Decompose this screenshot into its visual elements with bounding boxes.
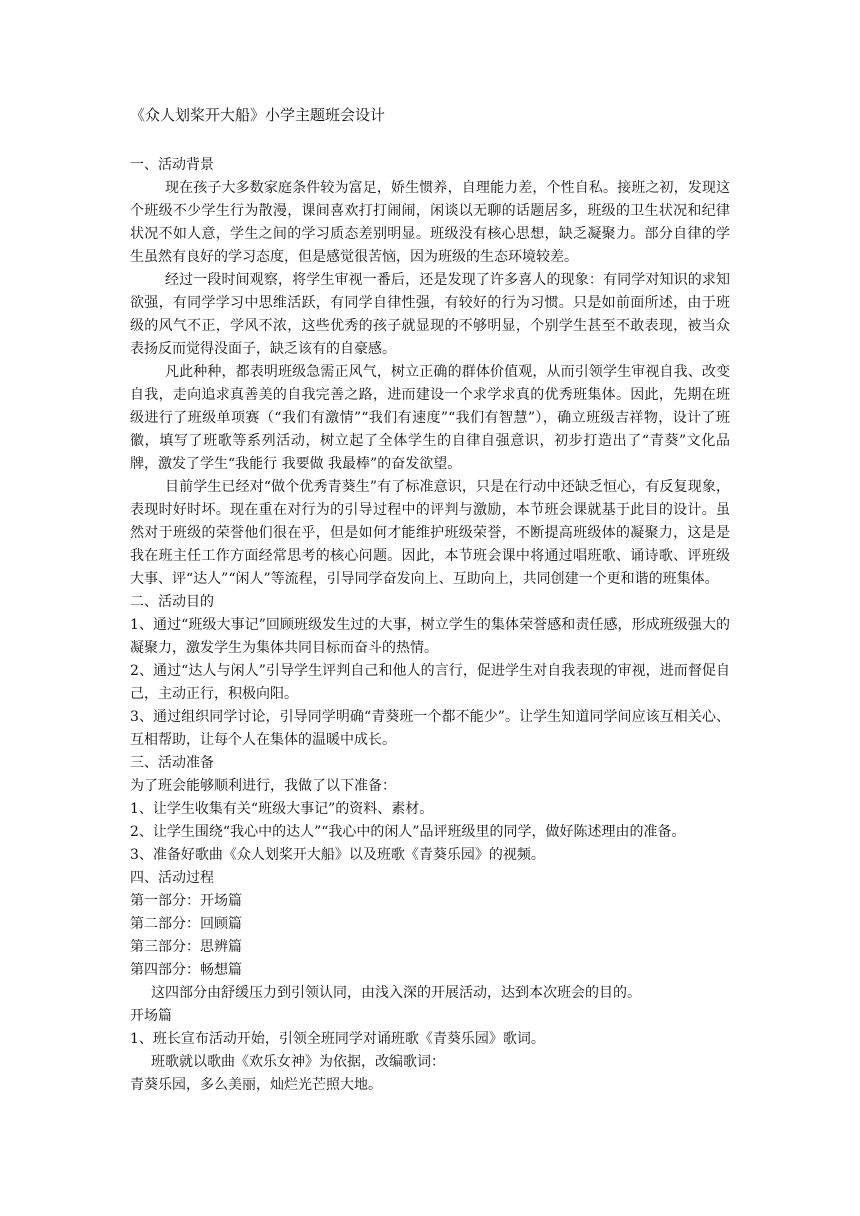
paragraph: 班歌就以歌曲《欢乐女神》为依据，改编歌词： [151,1054,445,1070]
section-heading-preparation: 三、活动准备 [130,755,214,771]
list-item: 1、通过“班级大事记”回顾班级发生过的大事，树立学生的集体荣誉感和责任感，形成班级强大的凝聚力，激发学生为集体共同目标而奋斗的热情。 [130,617,730,656]
list-item: 第二部分：回顾篇 [130,916,242,932]
list-item: 1、让学生收集有关“班级大事记”的资料、素材。 [130,801,434,817]
list-item: 2、通过“达人与闲人”引导学生评判自己和他人的言行，促进学生对自我表现的审视，进而督促自己，主动正行，积极向阳。 [130,663,730,702]
paragraph: 为了班会能够顺利进行，我做了以下准备： [130,778,396,794]
paragraph: 这四部分由舒缓压力到引领认同，由浅入深的开展活动，达到本次班会的目的。 [151,985,641,1001]
paragraph: 目前学生已经对“做个优秀青葵生”有了标准意识，只是在行动中还缺乏恒心，有反复现象，表现时好时坏。现在重在对行为的引导过程中的评判与激励，本节班会课就基于此目的设计。虽然对于班级的荣誉他们很在乎，但是如何才能维护班级荣誉，不断提高班级体的凝聚力，这是是我在班主任工作方面经常思考的核心问题。因此，本节班会课中将通过唱班歌、诵诗歌、评班级大事、评“达人”“闲人”等流程，引导同学奋发向上、互助向上，共同创建一个更和谐的班集体。 [130,479,730,587]
section-heading-background: 一、活动背景 [130,157,214,173]
document-page [130,96,730,1097]
list-item: 2、让学生围绕“我心中的达人”“我心中的闲人”品评班级里的同学，做好陈述理由的准备。 [130,824,686,840]
lyric-line: 青葵乐园，多么美丽，灿烂光芒照大地。 [130,1077,382,1093]
paragraph: 凡此种种，都表明班级急需正风气，树立正确的群体价值观，从而引领学生审视自我、改变自我，走向追求真善美的自我完善之路，进而建设一个求学求真的优秀班集体。因此，先期在班级进行了班级单项赛（“我们有激情”“我们有速度”“我们有智慧”），确立班级吉祥物，设计了班徽，填写了班歌等系列活动，树立起了全体学生的自律自强意识，初步打造出了“青葵”文化品牌，激发了学生“我能行 我要做 我最棒”的奋发欲望。 [130,364,730,472]
document-title: 《众人划桨开大船》小学主题班会设计 [130,106,386,124]
section-heading-process: 四、活动过程 [130,870,214,886]
list-item: 第四部分：畅想篇 [130,962,242,978]
paragraph: 现在孩子大多数家庭条件较为富足，娇生惯养，自理能力差，个性自私。接班之初，发现这个班级不少学生行为散漫，课间喜欢打打闹闹，闲谈以无聊的话题居多，班级的卫生状况和纪律状况不如人意，学生之间的学习质态差别明显。班级没有核心思想，缺乏凝聚力。部分自律的学生虽然有良好的学习态度，但是感觉很苦恼，因为班级的生态环境较差。 [130,180,730,265]
paragraph: 经过一段时间观察，将学生审视一番后，还是发现了许多喜人的现象：有同学对知识的求知欲强，有同学学习中思维活跃，有同学自律性强，有较好的行为习惯。只是如前面所述，由于班级的风气不正，学风不浓，这些优秀的孩子就显现的不够明显，个别学生甚至不敢表现，被当众表扬反而觉得没面子，缺乏该有的自豪感。 [130,272,730,357]
list-item: 1、班长宣布活动开始，引领全班同学对诵班歌《青葵乐园》歌词。 [130,1031,545,1047]
list-item: 第三部分：思辨篇 [130,939,242,955]
list-item: 3、通过组织同学讨论，引导同学明确“青葵班一个都不能少”。让学生知道同学间应该互相关心、互相帮助，让每个人在集体的温暖中成长。 [130,709,730,748]
subheading: 开场篇 [130,1008,172,1024]
list-item: 3、准备好歌曲《众人划桨开大船》以及班歌《青葵乐园》的视频。 [130,847,545,863]
section-heading-purpose: 二、活动目的 [130,594,214,610]
list-item: 第一部分：开场篇 [130,893,242,909]
